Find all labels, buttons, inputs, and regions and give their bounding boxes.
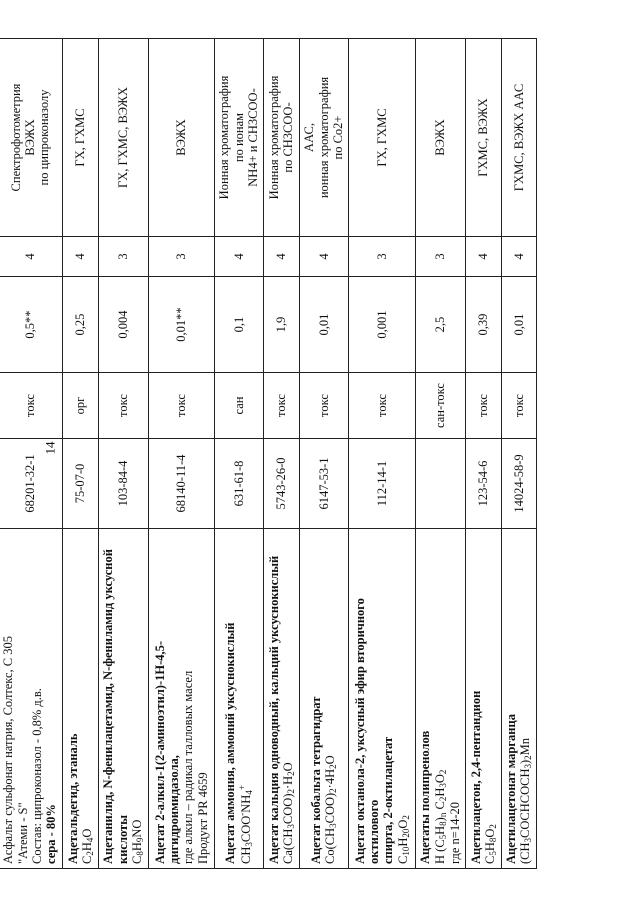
substance-table — [0, 38, 537, 869]
limit-value-cell: 0,004 — [98, 277, 149, 373]
analysis-method-cell — [149, 39, 214, 237]
substance-name-line: $CH_3COO^-NH_4^+$ — [237, 785, 255, 864]
limit-value-cell: 0,5** — [0, 277, 63, 373]
hazard-class-cell: 4 — [214, 237, 264, 277]
limit-value-cell: 1,9 — [264, 277, 299, 373]
substance-name-cell — [63, 529, 98, 869]
analysis-method-line: ГХМС, ВЭЖХ ААС — [511, 83, 526, 192]
cas-number-cell: 5743-26-0 — [264, 439, 299, 529]
hazard-indicator-cell: токс — [501, 373, 536, 439]
substance-name-line: $C_8H_9NO$ — [130, 819, 146, 864]
limit-value-cell: 0,01** — [149, 277, 214, 373]
cas-number-cell: 68140-11-4 — [149, 439, 214, 529]
hazard-indicator-cell: токс — [264, 373, 299, 439]
hazard-indicator-cell: орг — [63, 373, 98, 439]
analysis-method-line: Ионная хроматография — [267, 75, 282, 200]
hazard-class-cell: 4 — [264, 237, 299, 277]
substance-name-line: "Атеми - S" — [15, 802, 30, 864]
substance-name-line: Продукт PR 4659 — [195, 772, 210, 864]
table-row — [149, 39, 214, 869]
cas-number-cell: 112-14-1 — [349, 439, 415, 529]
substance-table-rotated — [0, 39, 537, 869]
substance-name-line: $C_2H_4O$ — [79, 828, 95, 864]
substance-name-line: где n=14-20 — [448, 802, 463, 864]
substance-name-cell — [214, 529, 264, 869]
analysis-method-line: по ципроконазолу — [37, 89, 52, 186]
hazard-indicator-cell: сан — [214, 373, 264, 439]
hazard-indicator-cell: токс — [98, 373, 149, 439]
cas-number-cell: 103-84-4 — [98, 439, 149, 529]
substance-name-line: Асфальт сульфонат натрия, Солтекс, С 305 — [1, 635, 16, 864]
table-row — [0, 39, 63, 869]
analysis-method-cell — [0, 39, 63, 237]
limit-value-cell: 2,5 — [415, 277, 466, 373]
hazard-class-cell: 3 — [98, 237, 149, 277]
analysis-method-line: Спектрофотометрия — [8, 83, 23, 192]
substance-name-line: $C_5H_8O_2$ — [483, 824, 498, 864]
table-row — [299, 39, 349, 869]
limit-value-cell: 0,39 — [466, 277, 501, 373]
analysis-method-cell — [98, 39, 149, 237]
hazard-indicator-cell: токс — [466, 373, 501, 439]
analysis-method-line: NH4+ и CH3COO- — [246, 88, 261, 187]
table-row — [98, 39, 149, 869]
substance-name-cell — [264, 529, 299, 869]
substance-name-cell — [98, 529, 149, 869]
substance-name-line: Ацетат октанола-2, уксусный эфир вторичного октилового — [352, 598, 382, 864]
analysis-method-line: Ионная хроматография — [217, 75, 232, 200]
analysis-method-cell — [264, 39, 299, 237]
table-row — [63, 39, 98, 869]
table-row — [214, 39, 264, 869]
hazard-class-cell: 3 — [149, 237, 214, 277]
substance-name-line: спирта, 2-октилацетат — [381, 736, 396, 864]
table-row — [466, 39, 501, 869]
substance-name-line: сера - 80% — [44, 804, 59, 864]
analysis-method-line: по CH3COO- — [281, 102, 296, 173]
limit-value-cell: 0,01 — [501, 277, 536, 373]
hazard-class-cell: 4 — [299, 237, 349, 277]
substance-name-line: H $(C_5H_8)_n$ $C_2H_3O_2$ — [432, 769, 448, 864]
limit-value-cell: 0,01 — [299, 277, 349, 373]
substance-name-line: Ацетилацетонат марганца — [503, 714, 518, 864]
hazard-indicator-cell: токс — [149, 373, 214, 439]
substance-name-line: где алкил – радикал талловых масел — [181, 670, 196, 864]
substance-name-line: Ацетат 2-алкил-1(2-аминоэтил)-1Н-4,5-дигидроимидазола, — [152, 640, 182, 864]
analysis-method-line: ААС, — [302, 123, 317, 152]
substance-name-line: Ацетаты полипренолов — [418, 730, 433, 864]
substance-name-cell — [0, 529, 63, 869]
substance-name-line: Ацетанилид, N-фенилацетамид, N-фениламид уксусной — [101, 549, 116, 864]
cas-number-cell: 68201-32-1 — [0, 439, 63, 529]
cas-number-cell: 123-54-6 — [466, 439, 501, 529]
analysis-method-line: ВЭЖХ — [433, 119, 448, 156]
substance-name-line: Состав: ципроконазол - 0,8% д.в. — [30, 688, 45, 864]
hazard-class-cell: 3 — [415, 237, 466, 277]
cas-number-cell: 6147-53-1 — [299, 439, 349, 529]
substance-name-cell — [415, 529, 466, 869]
substance-name-line: Ацетилацетон, 2,4-пентандион — [468, 690, 483, 864]
analysis-method-line: ГХ, ГХМС, ВЭЖХ — [116, 87, 131, 188]
substance-name-line: $Co(CH_3COO)_2\cdot 4H_2O$ — [323, 755, 339, 864]
page-number: 14 — [42, 441, 58, 455]
table-row — [501, 39, 536, 869]
hazard-indicator-cell: токс — [0, 373, 63, 439]
hazard-class-cell: 3 — [349, 237, 415, 277]
table-row — [349, 39, 415, 869]
analysis-method-line: ГХМС, ВЭЖХ — [476, 98, 491, 177]
substance-name-line: $C_{10}H_{20}O_2$ — [395, 815, 411, 864]
hazard-indicator-cell: токс — [299, 373, 349, 439]
substance-name-cell — [349, 529, 415, 869]
analysis-method-cell — [299, 39, 349, 237]
analysis-method-cell — [349, 39, 415, 237]
table-row — [415, 39, 466, 869]
substance-name-line: Ацетальдегид, этаналь — [65, 733, 80, 864]
hazard-class-cell: 4 — [0, 237, 63, 277]
analysis-method-cell — [415, 39, 466, 237]
substance-name-line: $(CH_3COCHCOCH_3)_2Mn$ — [518, 737, 534, 864]
limit-value-cell: 0,001 — [349, 277, 415, 373]
table-body — [0, 39, 537, 869]
cas-number-cell: 14024-58-9 — [501, 439, 536, 529]
cas-number-cell: 75-07-0 — [63, 439, 98, 529]
analysis-method-cell — [501, 39, 536, 237]
hazard-class-cell: 4 — [63, 237, 98, 277]
limit-value-cell: 0,1 — [214, 277, 264, 373]
cas-number-cell: 631-61-8 — [214, 439, 264, 529]
analysis-method-line: ВЭЖХ — [22, 119, 37, 156]
analysis-method-line: по Co2+ — [331, 115, 346, 160]
hazard-class-cell: 4 — [501, 237, 536, 277]
cas-number-cell — [415, 439, 466, 529]
hazard-indicator-cell: сан-токс — [415, 373, 466, 439]
substance-name-line: Ацетат кобальта тетрагидрат — [309, 696, 324, 864]
substance-name-line: $Ca(CH_3COO)_2\cdot H_2O$ — [280, 762, 296, 864]
analysis-method-line: ВЭЖХ — [174, 119, 189, 156]
substance-name-cell — [466, 529, 501, 869]
limit-value-cell: 0,25 — [63, 277, 98, 373]
analysis-method-line: ГХ, ГХМС — [374, 108, 389, 167]
substance-name-cell — [149, 529, 214, 869]
substance-name-line: кислоты — [115, 815, 130, 864]
hazard-class-cell: 4 — [466, 237, 501, 277]
substance-name-line: Ацетат аммония, аммоний уксуснокислый — [223, 622, 238, 864]
analysis-method-line: ионная хроматография — [316, 76, 331, 199]
analysis-method-line: по ионам — [231, 112, 246, 163]
substance-name-cell — [299, 529, 349, 869]
substance-name-line: Ацетат кальция одноводный, кальций уксуснокислый — [266, 555, 281, 864]
hazard-indicator-cell: токс — [349, 373, 415, 439]
analysis-method-cell — [466, 39, 501, 237]
analysis-method-line: ГХ, ГХМС — [73, 108, 88, 167]
table-row — [264, 39, 299, 869]
analysis-method-cell — [214, 39, 264, 237]
substance-name-cell — [501, 529, 536, 869]
analysis-method-cell — [63, 39, 98, 237]
